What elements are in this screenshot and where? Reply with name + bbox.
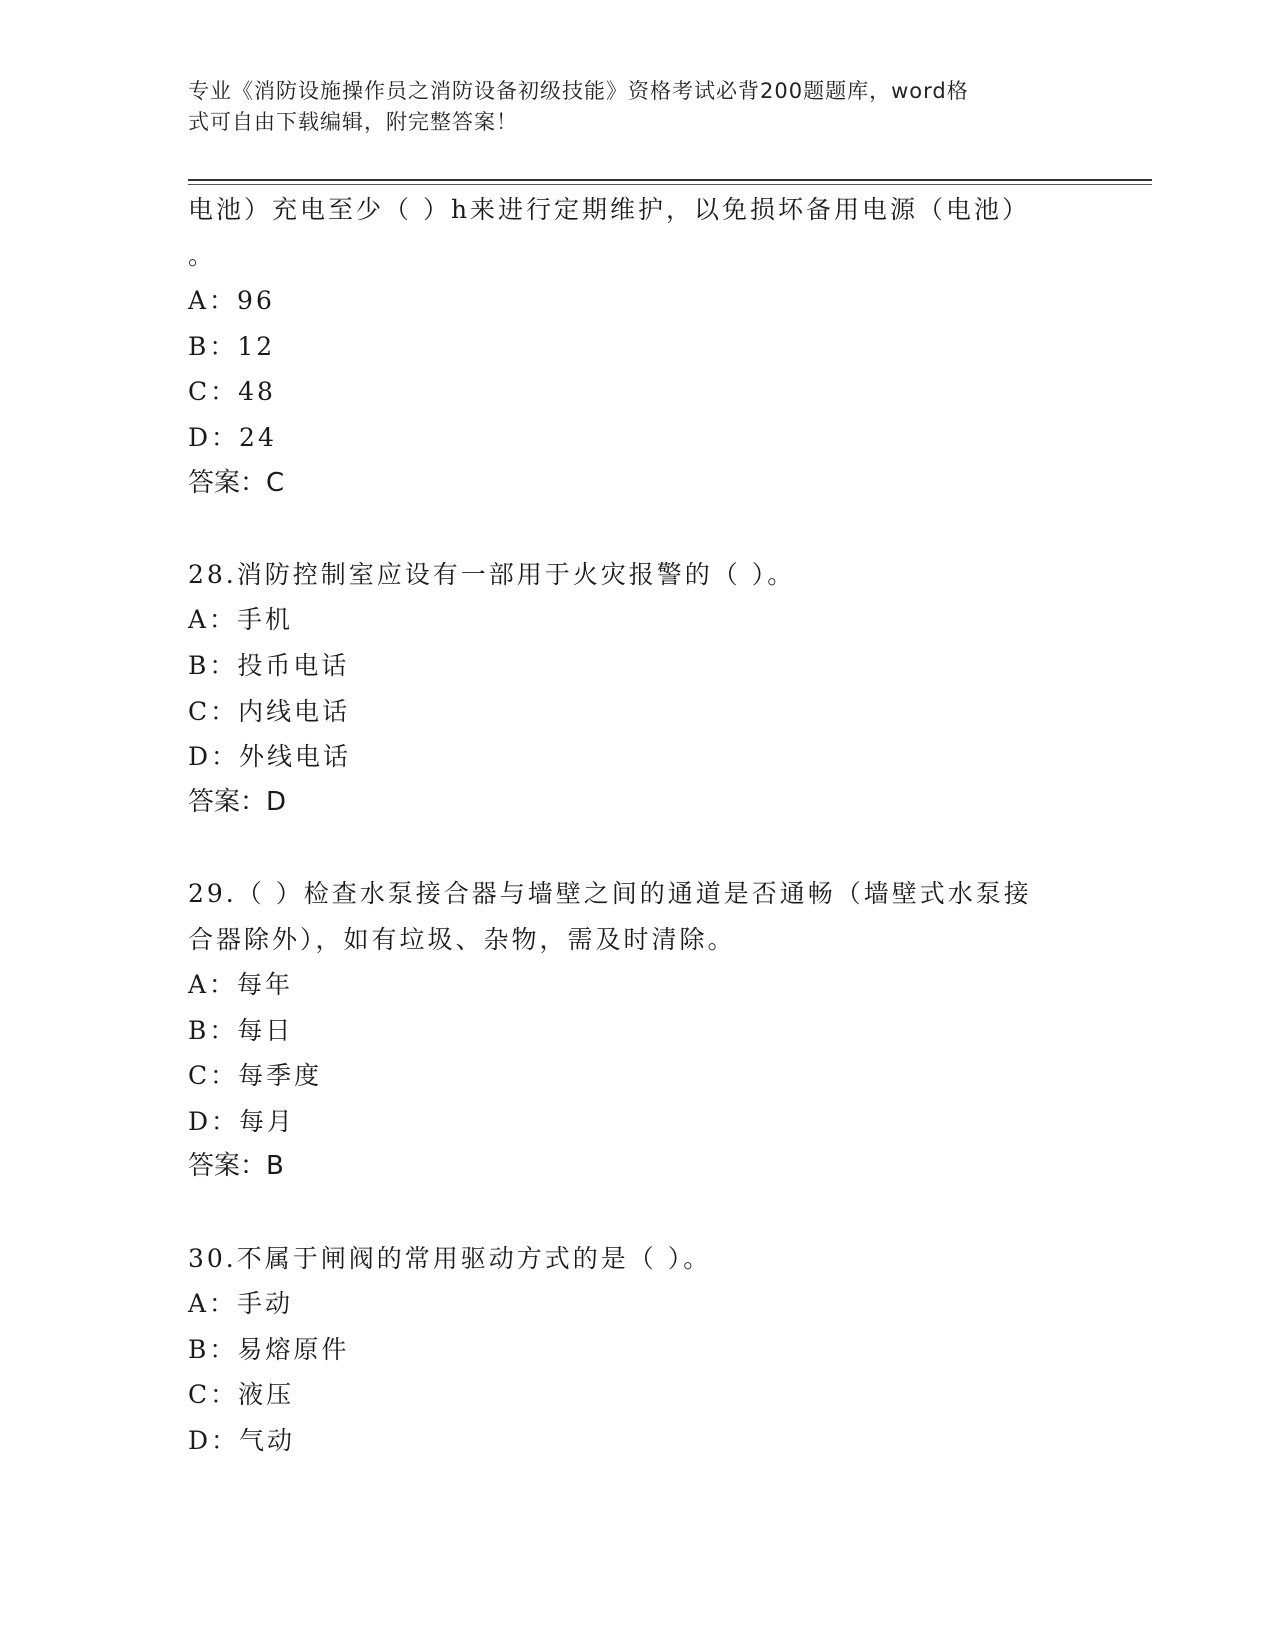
header-rule-thick: [188, 179, 1152, 181]
option-a: A：手动: [188, 1289, 294, 1319]
header-rule-thin: [188, 184, 1152, 185]
option-c: C：每季度: [188, 1061, 323, 1091]
option-c: C：液压: [188, 1380, 295, 1410]
question-stem-line: 29.（ ）检查水泵接合器与墙壁之间的通道是否通畅（墙壁式水泵接: [188, 878, 1032, 908]
header-line-2: 式可自由下载编辑，附完整答案！: [188, 110, 518, 134]
option-c: C：内线电话: [188, 696, 351, 726]
option-b: B：投币电话: [188, 650, 350, 680]
option-a: A：96: [188, 286, 275, 316]
spacer: [188, 825, 1088, 871]
question-stem-line: 30.不属于闸阀的常用驱动方式的是（ ）。: [188, 1243, 712, 1273]
question-stem-line: 合器除外），如有垃圾、杂物，需及时清除。: [188, 924, 736, 954]
question-29: [188, 871, 1088, 1190]
header-line-1: 专业《消防设施操作员之消防设备初级技能》资格考试必背200题题库，word格: [188, 79, 969, 103]
option-a: A：手机: [188, 605, 294, 635]
option-b: B：每日: [188, 1015, 294, 1045]
question-stem-line: 28.消防控制室应设有一部用于火灾报警的（ ）。: [188, 559, 796, 589]
question-28: [188, 552, 1088, 826]
question-27: [188, 187, 1088, 506]
option-b: B：12: [188, 331, 276, 361]
option-d: D：每月: [188, 1106, 296, 1136]
option-d: D：气动: [188, 1426, 296, 1456]
document-header: [188, 76, 1068, 138]
answer-line: 答案：B: [188, 1151, 284, 1182]
option-d: D：外线电话: [188, 742, 352, 772]
spacer: [188, 1190, 1088, 1236]
option-a: A：每年: [188, 970, 294, 1000]
answer-line: 答案：D: [188, 786, 287, 817]
question-stem-line: 电池）充电至少（ ）h来进行定期维护，以免损坏备用电源（电池）: [188, 195, 1031, 224]
question-list: [188, 187, 1088, 1464]
option-c: C：48: [188, 377, 276, 407]
question-stem-line: 。: [188, 240, 217, 270]
question-30: [188, 1236, 1088, 1464]
spacer: [188, 506, 1088, 552]
option-d: D：24: [188, 422, 277, 452]
answer-line: 答案：C: [188, 467, 285, 498]
option-b: B：易熔原件: [188, 1334, 350, 1364]
